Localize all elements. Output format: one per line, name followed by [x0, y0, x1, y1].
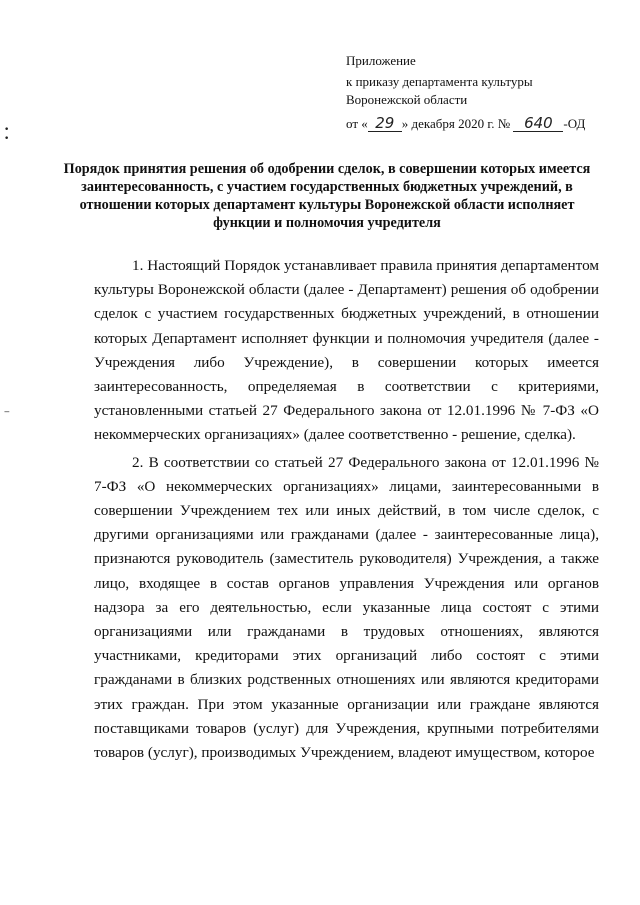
document-body [94, 254, 599, 765]
document-title: Порядок принятия решения об одобрении сделок, в совершении которых имеется заинтересованность, с участием государственных бюджетных учреждений, в отношении которых департамент культуры Воронежской области исполняет функции и полномочия учредителя [63, 161, 591, 231]
scan-dash-mark: ‒ [4, 407, 10, 417]
appendix-header [346, 52, 616, 133]
handwritten-order-number: 640 [513, 115, 563, 132]
paragraph-1: 1. Настоящий Порядок устанавливает правила принятия департаментом культуры Воронежской области (далее - Департамент) решения об одобрении сделок с участием государственных бюджетных учреждений, в отношении которых Департамент исполняет функции и полномочия учредителя (далее - Учреждения либо Учреждение), в совершении которых имеется заинтересованность, определяемая в соответствии с критериями, установленными статьей 27 Федерального закона от 12.01.1996 № 7-ФЗ «О некоммерческих организациях» (далее соответственно - решение, сделка). [94, 257, 599, 444]
date-middle: » декабря 2020 г. № [401, 116, 511, 131]
date-prefix: от « [346, 116, 368, 131]
appendix-date-line [346, 115, 616, 133]
scan-speck-mark: • • [4, 125, 10, 144]
handwritten-day: 29 [368, 115, 402, 132]
appendix-label: Приложение [346, 53, 416, 68]
paragraph-2: 2. В соответствии со статьей 27 Федерального закона от 12.01.1996 № 7-ФЗ «О некоммерческих организациях» лицами, заинтересованными в совершении Учреждением тех или иных действий, в том числе сделок, с другими организациями или гражданами (далее - заинтересованные лица), признаются руководитель (заместитель руководителя) Учреждения, а также лицо, входящее в состав органов управления Учреждения или органов надзора за его деятельностью, если указанные лица состоят с этими организациями или гражданами в трудовых отношениях, являются участниками, кредиторами этих организаций либо состоят с этими гражданами в близких родственных отношениях или являются кредиторами этих граждан. При этом указанные организации или граждане являются поставщиками товаров (услуг) для Учреждения, крупными потребителями товаров (услуг), производимых Учреждением, владеют имуществом, которое [94, 453, 599, 762]
appendix-order-ref: к приказу департамента культуры [346, 74, 533, 89]
date-suffix: -ОД [563, 116, 586, 131]
appendix-region: Воронежской области [346, 92, 468, 107]
